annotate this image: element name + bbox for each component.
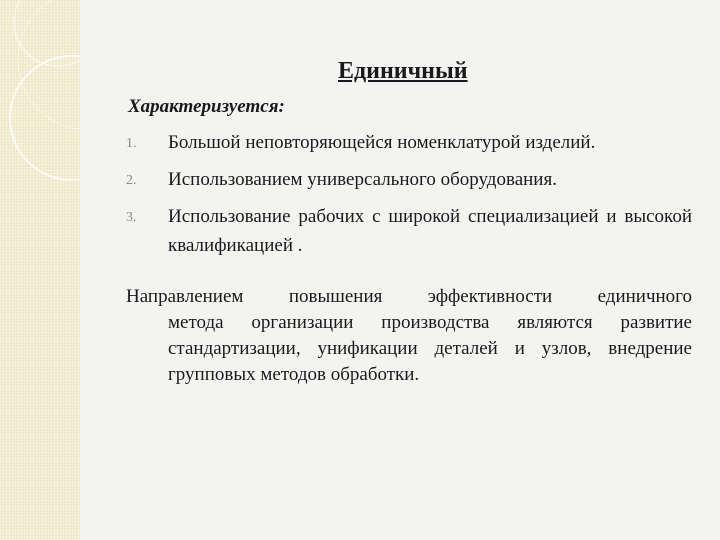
list-item (126, 128, 692, 157)
list-item-number: 2. (126, 173, 137, 188)
list-item (126, 202, 692, 260)
list-item-text: Использование рабочих с широкой специализацией и высокой квалификацией . (168, 206, 692, 256)
slide-title: Единичный (338, 58, 468, 84)
paragraph-first-line: Направлением повышения эффективности единичного (126, 286, 692, 307)
list-item (126, 165, 692, 194)
sidebar-circles-decoration (0, 0, 80, 540)
list-item-number: 1. (126, 136, 137, 151)
list-item-text: Использованием универсального оборудования. (168, 169, 557, 190)
decorative-sidebar (0, 0, 80, 540)
paragraph-continuation: метода организации производства являются развитие стандартизации, унификации деталей и узлов, внедрение групповых методов обработки. (168, 312, 692, 385)
list-item-text: Большой неповторяющейся номенклатурой изделий. (168, 132, 596, 153)
efficiency-paragraph (126, 284, 692, 388)
list-item-number: 3. (126, 210, 137, 225)
slide-subtitle: Характеризуется: (128, 96, 285, 117)
characteristics-list (126, 128, 692, 260)
slide-content (80, 0, 720, 540)
